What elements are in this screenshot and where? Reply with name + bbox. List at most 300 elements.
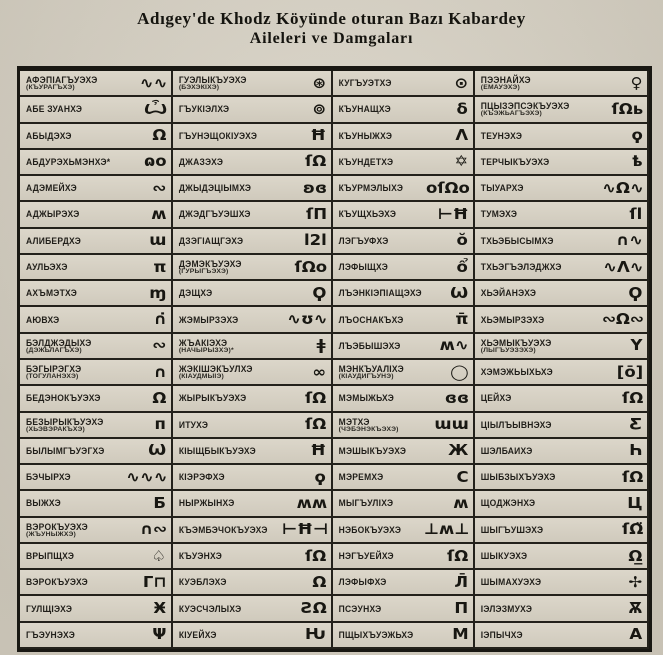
family-name-block — [481, 101, 570, 117]
tamga-symbol: Ω — [152, 126, 167, 145]
family-name: ЛЭФЫЩХЭ — [338, 261, 389, 273]
family-entry — [173, 413, 333, 439]
family-name: ШЫБЗЫХЪУЭХЭ — [480, 471, 556, 483]
family-name: АБЕ ЗУАНХЭ — [26, 104, 83, 115]
family-subname: (ЧЭБЭНЭКЪЭХЭ) — [338, 425, 399, 433]
family-name: ЦЕЙХЭ — [480, 393, 512, 404]
family-entry — [20, 360, 173, 386]
tamga-symbol: ŏ — [456, 231, 469, 250]
family-name: ШЫГЪУШЭХЭ — [480, 524, 544, 536]
family-name: ВЭРОКЪУЭХЭ — [26, 577, 88, 588]
family-name: БЕЗЫРЫКЪУЭХЭ — [26, 416, 104, 427]
family-name-block — [26, 630, 75, 640]
tamga-symbol: ſΩь — [611, 99, 644, 118]
family-name-block — [179, 338, 234, 354]
family-entry — [20, 386, 173, 412]
tamga-symbol: ſΩ — [305, 388, 327, 407]
page-title-line1: Adıgey'de Khodz Köyünde oturan Bazı Kabardey — [137, 9, 526, 28]
tamga-symbol: ✢ — [628, 572, 643, 591]
family-name: ХЬЭЙАНЭХЭ — [480, 288, 537, 299]
family-name: IЭЛЭЗМУХЭ — [480, 603, 533, 614]
family-entry — [173, 71, 333, 97]
family-name-block — [339, 417, 399, 433]
family-entry — [333, 97, 475, 123]
family-entry — [173, 491, 333, 517]
family-name-block — [339, 472, 384, 482]
family-name: ХЭМЭЖЬЫХЬХЭ — [480, 366, 553, 378]
family-entry — [333, 386, 475, 412]
tamga-symbol: ổ — [456, 257, 469, 276]
family-entry — [173, 439, 333, 465]
family-name: КIЫЩБЫКЪУЭХЭ — [178, 445, 256, 457]
tamga-symbol: Ψ — [152, 625, 167, 644]
family-name-block — [179, 446, 256, 456]
family-name-block — [26, 288, 77, 298]
family-entry — [173, 360, 333, 386]
family-name-block — [26, 236, 81, 246]
family-name-block — [179, 131, 257, 141]
tamga-symbol: ϙ — [314, 467, 327, 486]
tamga-symbol: Y — [630, 336, 643, 355]
family-entry — [20, 97, 173, 123]
family-entry — [475, 307, 649, 333]
family-name-block — [339, 104, 391, 114]
tamga-symbol: ∩∾ — [139, 520, 168, 539]
tamga-symbol: Ӿ — [153, 599, 167, 618]
family-entry — [475, 570, 649, 596]
family-name-block — [26, 417, 104, 433]
family-entry — [475, 465, 649, 491]
family-entry — [333, 334, 475, 360]
family-entry — [20, 413, 173, 439]
family-subname: (КЪУРАГЪХЭ) — [26, 84, 75, 92]
tamga-symbol: ʍ∿ — [439, 336, 470, 355]
family-name: КУЭСЧЭЛЫХЭ — [178, 603, 242, 614]
family-entry — [333, 570, 475, 596]
tamga-symbol: ſΩ — [305, 152, 327, 171]
tamga-symbol: Ϙ — [628, 283, 643, 302]
tamga-symbol: ʚɞ — [302, 178, 327, 197]
family-name: КЪЭМБЭЧОКЪУЭХЭ — [178, 524, 268, 536]
family-name: ХЬЭМЫРЗЭХЭ — [480, 314, 545, 325]
tamga-symbol: Һ — [629, 441, 643, 460]
family-name: ПЦЫЗЭПСЭКЪУЭХЭ — [480, 101, 570, 112]
family-name: ТЫУАРХЭ — [480, 182, 524, 194]
family-entry — [333, 150, 475, 176]
family-name: БЭГЫРЭГХЭ — [26, 363, 82, 375]
family-name-block — [481, 183, 524, 193]
family-name-block — [179, 604, 242, 614]
family-entry — [173, 176, 333, 202]
family-name-block — [481, 157, 550, 167]
family-entry — [475, 518, 649, 544]
tamga-symbol: Ѽ — [143, 99, 167, 118]
family-name-block — [481, 338, 552, 354]
family-name: КЪУРМЭЛЫХЭ — [338, 182, 404, 194]
tamga-symbol: Ѡ — [148, 441, 167, 460]
family-name: ТХЬЭБЫСЫМХЭ — [480, 235, 554, 247]
family-entry — [20, 518, 173, 544]
family-name: ЛЭФЫФХЭ — [338, 577, 387, 588]
tamga-symbol: Л̄ — [454, 572, 469, 591]
tamga-symbol: ɱ — [149, 283, 167, 302]
family-name: ЖЭКIШЭКЪУЛХЭ — [178, 363, 253, 375]
family-name: АЮВХЭ — [26, 314, 60, 325]
family-entry — [333, 124, 475, 150]
family-name-block — [339, 341, 401, 351]
family-entry — [475, 623, 649, 649]
family-name: АХЪМЭТХЭ — [26, 288, 78, 299]
family-entry — [333, 71, 475, 97]
family-name-block — [339, 525, 402, 535]
tamga-symbol: ∾ — [152, 178, 167, 197]
family-subname: (ХЬЭВЭРАКЪХЭ) — [26, 425, 85, 433]
tamga-table — [17, 66, 652, 652]
tamga-symbol: [ō] — [616, 362, 644, 381]
family-entry — [173, 97, 333, 123]
family-entry — [20, 176, 173, 202]
family-entry — [173, 202, 333, 228]
family-name-block — [179, 577, 227, 587]
family-name-block — [179, 75, 247, 91]
family-entry — [173, 334, 333, 360]
family-entry — [173, 465, 333, 491]
tamga-symbol: Λ — [455, 126, 469, 145]
family-name-block — [339, 446, 407, 456]
family-entry — [475, 150, 649, 176]
family-name-block — [481, 315, 545, 325]
tamga-symbol: ſΩ — [621, 388, 643, 407]
family-name: АУЛЬЭХЭ — [26, 261, 68, 273]
tamga-symbol: ⊚ — [312, 99, 327, 118]
family-entry — [20, 71, 173, 97]
family-name: ГЪЭУНЭХЭ — [26, 629, 76, 641]
family-name-block — [339, 577, 387, 587]
family-name-block — [481, 525, 544, 535]
family-name: ДЗЭГIАЩГЭХЭ — [178, 235, 244, 247]
family-entry — [333, 255, 475, 281]
family-name: ЩОДЖЭНХЭ — [480, 498, 536, 509]
family-name: ВЭРОКЪУЭХЭ — [26, 521, 88, 533]
family-name-block — [481, 630, 523, 640]
family-name: НЭБОКЪУЭХЭ — [338, 524, 402, 536]
family-name-block — [339, 209, 397, 219]
tamga-symbol: Ω — [312, 572, 327, 591]
tamga-symbol: Ω̲ — [628, 546, 643, 565]
family-name-block — [481, 75, 531, 91]
family-name: IЭПЫЧХЭ — [480, 629, 523, 641]
family-name: ТЕРЧЫКЪУЭХЭ — [480, 156, 550, 168]
family-subname: (ДЭЖЬЛАГЪХЭ) — [26, 346, 82, 354]
family-name: ПЩЫХЪУЭЖЬХЭ — [338, 629, 414, 641]
tamga-symbol: Γ⊓ — [143, 572, 167, 591]
tamga-symbol: Ц — [627, 493, 643, 512]
tamga-symbol: ƧΩ — [300, 599, 327, 618]
tamga-symbol: ǂ — [317, 336, 327, 355]
tamga-symbol: Ħ — [310, 126, 327, 145]
family-entry — [333, 596, 475, 622]
family-subname: (НАЧЫРЫЗХЭ)* — [178, 346, 234, 354]
family-name: КIЭРЭФХЭ — [178, 471, 225, 483]
family-entry — [173, 150, 333, 176]
family-name: МЭРЕМХЭ — [338, 471, 384, 483]
tamga-symbol: ∩∿ — [615, 231, 644, 250]
family-name: ВРЫПЩХЭ — [26, 550, 75, 562]
family-name-block — [179, 236, 243, 246]
family-entry — [475, 413, 649, 439]
family-name-block — [481, 604, 532, 614]
tamga-symbol: П — [454, 599, 469, 618]
family-name-block — [179, 551, 222, 561]
family-name: КЪУЭНХЭ — [178, 550, 223, 562]
tamga-symbol: ✡ — [454, 152, 469, 171]
family-entry — [173, 623, 333, 649]
family-name-block — [339, 131, 393, 141]
family-entry — [333, 465, 475, 491]
tamga-symbol: C — [456, 467, 469, 486]
family-name-block — [179, 288, 213, 298]
family-entry — [333, 623, 475, 649]
family-name-block — [26, 604, 72, 614]
family-entry — [173, 386, 333, 412]
family-name-block — [179, 364, 253, 380]
family-entry — [333, 307, 475, 333]
tamga-symbol: ⊙ — [454, 73, 469, 92]
family-name-block — [26, 104, 82, 114]
family-name: ДЭЩХЭ — [178, 288, 213, 299]
family-name: АБЫДЭХЭ — [26, 130, 72, 141]
family-entry — [475, 360, 649, 386]
family-name: ЛЪОСНАКЪХЭ — [338, 314, 404, 325]
tamga-symbol: ∿Ω∿ — [602, 178, 644, 197]
family-name-block — [481, 367, 553, 377]
tamga-symbol: ∾Ω∾ — [602, 310, 644, 329]
family-name-block — [26, 315, 59, 325]
family-subname: (ЖЪУНЫЖХЭ) — [26, 530, 76, 538]
tamga-symbol: π — [153, 257, 167, 276]
family-name: АБДУРЭХЬМЭНХЭ* — [26, 156, 111, 168]
family-subname: (БЭХЭКIХЭ) — [178, 84, 220, 92]
family-entry — [475, 596, 649, 622]
tamga-symbol: ⊥ʍ⊥ — [424, 520, 470, 539]
tamga-symbol: ſΩ — [305, 415, 327, 434]
family-entry — [173, 307, 333, 333]
family-name-block — [26, 262, 68, 272]
family-subname: (ЛЫГЪУЭЗЭХЭ) — [480, 346, 536, 354]
family-name: ЛЪЭБЫШЭХЭ — [338, 340, 401, 352]
family-name: МЭШЫКЪУЭХЭ — [338, 445, 407, 457]
family-entry — [333, 544, 475, 570]
family-name-block — [179, 209, 251, 219]
tamga-symbol: Ж — [448, 441, 469, 460]
family-entry — [20, 307, 173, 333]
family-name: ТУМЭХЭ — [480, 209, 518, 220]
tamga-symbol: ♤ — [151, 546, 167, 565]
family-entry — [173, 255, 333, 281]
family-name-block — [481, 446, 533, 456]
family-name: ПСЭУНХЭ — [338, 603, 382, 614]
family-entry — [173, 544, 333, 570]
family-name: ЦIЫЛЪЫВНЭХЭ — [480, 419, 552, 430]
family-subname: (КЪЭЖЬАГЪЭХЭ) — [480, 110, 542, 118]
tamga-symbol: ſΩo — [294, 257, 328, 276]
tamga-symbol: ∾ — [152, 336, 167, 355]
family-name-block — [481, 498, 536, 508]
family-name-block — [26, 364, 81, 380]
family-name-block — [179, 630, 217, 640]
family-name: БЭЛДЖЭДЫХЭ — [26, 337, 92, 349]
tamga-symbol: ∩ — [153, 362, 167, 381]
tamga-symbol: ∿∿∿ — [126, 467, 168, 486]
tamga-symbol: ʍ — [151, 204, 167, 223]
family-name-block — [179, 393, 247, 403]
family-entry — [333, 518, 475, 544]
tamga-symbol: ⊢Ħ⊣ — [281, 520, 328, 539]
family-entry — [20, 281, 173, 307]
tamga-symbol: Ƕ — [305, 625, 327, 644]
family-name-block — [179, 472, 225, 482]
family-name: АДЖЫРЭХЭ — [26, 209, 80, 220]
tamga-symbol: ʍʍ — [296, 493, 327, 512]
family-name: ШЭЛБАИХЭ — [480, 445, 533, 457]
family-subname: (ТОГУЛАНЭХЭ) — [26, 373, 79, 381]
tamga-symbol: Ω — [152, 388, 167, 407]
tamga-symbol: ɯɯ — [434, 415, 470, 434]
family-name-block — [179, 183, 251, 193]
tamga-symbol: ϙ — [631, 126, 643, 145]
family-name-block — [26, 157, 110, 167]
family-name: КЪУНЫЖХЭ — [338, 130, 393, 141]
family-entry — [20, 491, 173, 517]
family-name: ВЫЖХЭ — [26, 498, 61, 509]
family-name: ЛЭГЪУФХЭ — [338, 235, 389, 247]
tamga-symbol: ſΩ — [305, 546, 327, 565]
family-entry — [475, 281, 649, 307]
family-name: ГЪУКIЭЛХЭ — [178, 104, 230, 115]
family-name-block — [481, 420, 552, 430]
tamga-symbol: ɞɞ — [444, 388, 469, 407]
family-entry — [20, 544, 173, 570]
family-entry — [173, 124, 333, 150]
tamga-symbol: ᴨ — [154, 415, 167, 434]
family-name: АЛИБЕРДХЭ — [26, 235, 82, 247]
family-name: НЫРЖЫНХЭ — [178, 498, 235, 509]
family-name: БЭЧЫРХЭ — [26, 471, 71, 483]
family-entry — [333, 413, 475, 439]
family-name-block — [339, 157, 394, 167]
family-name: ПЭЭНАЙХЭ — [480, 74, 531, 86]
tamga-symbol: ♀ — [630, 73, 643, 92]
tamga-symbol: ⊢Ħ — [438, 204, 470, 223]
tamga-symbol: π̄ — [455, 310, 469, 329]
family-name: ГУЛЩIЭХЭ — [26, 603, 73, 614]
family-entry — [173, 281, 333, 307]
tamga-symbol: δ — [456, 99, 469, 118]
family-name-block — [481, 236, 554, 246]
family-name-block — [179, 104, 230, 114]
family-name-block — [481, 209, 517, 219]
family-entry — [20, 439, 173, 465]
family-name: БЫЛЫМГЪУЭГХЭ — [26, 445, 105, 457]
family-entry — [475, 386, 649, 412]
family-entry — [333, 202, 475, 228]
family-entry — [475, 71, 649, 97]
family-name: МЭМЫЖЬХЭ — [338, 393, 395, 404]
tamga-symbol: ⊛ — [312, 73, 327, 92]
family-name-block — [481, 131, 522, 141]
tamga-symbol: ſΩ̈ — [621, 520, 643, 539]
tamga-symbol: ʍ — [453, 493, 469, 512]
family-entry — [475, 124, 649, 150]
family-entry — [475, 97, 649, 123]
family-entry — [475, 229, 649, 255]
family-entry — [20, 124, 173, 150]
family-name: ИТУХЭ — [178, 419, 209, 430]
family-name-block — [179, 315, 239, 325]
family-subname: (КIАУДИГЪУНЭ) — [338, 373, 394, 381]
family-entry — [20, 465, 173, 491]
family-entry — [475, 255, 649, 281]
family-name: ГУЭЛЫКЪУЭХЭ — [178, 74, 247, 86]
tamga-symbol: ∿∿ — [139, 73, 168, 92]
family-name-block — [339, 183, 404, 193]
page-title — [0, 8, 663, 49]
family-name: ЖЪАКIЭХЭ — [178, 337, 228, 349]
family-name: КУГЪУЭТХЭ — [338, 77, 392, 89]
family-name-block — [481, 393, 512, 403]
family-entry — [333, 229, 475, 255]
family-name: АДЭМЕЙХЭ — [26, 182, 77, 194]
tamga-symbol: ɷo — [144, 152, 167, 171]
family-name: АФЭПIАГЪУЭХЭ — [26, 74, 98, 86]
family-name-block — [481, 472, 556, 482]
family-entry — [20, 255, 173, 281]
family-subname: (КIАУДМЫIЭ) — [178, 373, 225, 381]
tamga-symbol: ∞ — [312, 362, 327, 381]
family-entry — [20, 229, 173, 255]
tamga-symbol: Ƹ — [629, 415, 643, 434]
family-name-block — [339, 236, 389, 246]
family-name: ЖЭМЫРЗЭХЭ — [178, 314, 239, 325]
family-name-block — [481, 262, 562, 272]
family-name-block — [481, 288, 536, 298]
family-name-block — [26, 522, 88, 538]
family-name-block — [339, 630, 414, 640]
family-name: ТХЬЭГЪЭЛЭДЖХЭ — [480, 261, 562, 273]
family-name: ТЕУНЭХЭ — [480, 130, 523, 141]
family-name-block — [26, 472, 71, 482]
tamga-symbol: ſl — [629, 204, 643, 223]
family-name: НЭГЪУЕЙХЭ — [338, 550, 394, 562]
family-entry — [173, 570, 333, 596]
family-name-block — [339, 262, 388, 272]
family-name-block — [26, 577, 88, 587]
tamga-symbol: ҍ — [632, 152, 643, 171]
family-subname: (ЕМАУЭХЭ) — [480, 84, 520, 92]
family-name: ЛЪЭНКIЭПIАЩЭХЭ — [338, 288, 422, 299]
family-name-block — [26, 551, 74, 561]
family-name-block — [179, 498, 235, 508]
family-name-block — [26, 131, 72, 141]
family-name-block — [26, 446, 105, 456]
family-entry — [173, 518, 333, 544]
family-subname: (ГУРЫГЪЭХЭ) — [178, 268, 229, 276]
family-entry — [20, 202, 173, 228]
family-name-block — [26, 209, 80, 219]
family-name-block — [339, 551, 394, 561]
family-name: МЭТХЭ — [338, 416, 370, 427]
tamga-symbol: Ħ — [310, 441, 327, 460]
